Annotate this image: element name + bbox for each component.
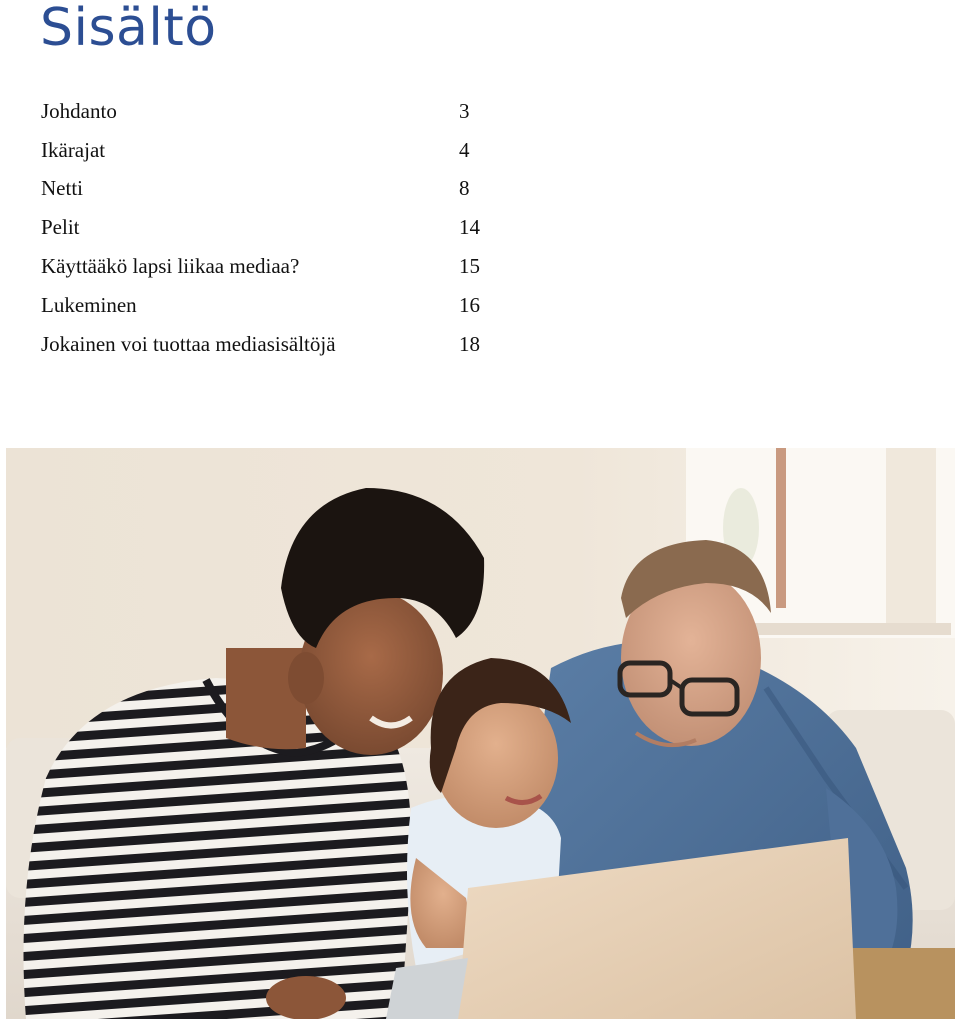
toc-entry-page: 14 [459,215,480,240]
toc-entry[interactable] [41,286,501,325]
page-title: Sisältö [40,0,217,58]
toc-entry[interactable] [41,170,501,209]
toc-entry-page: 8 [459,176,470,201]
toc-entry-page: 15 [459,254,480,279]
toc-entry[interactable] [41,247,501,286]
toc-entry-page: 18 [459,331,480,356]
toc-entry[interactable] [41,325,501,364]
toc-entry[interactable] [41,131,501,170]
toc-entry-title: Jokainen voi tuottaa mediasisältöjä [41,331,336,356]
table-of-contents [41,92,501,364]
toc-entry-page: 4 [459,137,470,162]
toc-entry-title: Lukeminen [41,292,137,317]
toc-entry-page: 3 [459,98,470,123]
toc-entry-title: Netti [41,176,83,201]
family-photo [6,448,955,1019]
toc-entry-title: Pelit [41,215,80,240]
toc-entry[interactable] [41,208,501,247]
toc-entry-title: Käyttääkö lapsi liikaa mediaa? [41,254,300,279]
toc-entry-page: 16 [459,292,480,317]
toc-entry-title: Ikärajat [41,137,106,162]
toc-entry[interactable] [41,92,501,131]
toc-entry-title: Johdanto [41,98,117,123]
